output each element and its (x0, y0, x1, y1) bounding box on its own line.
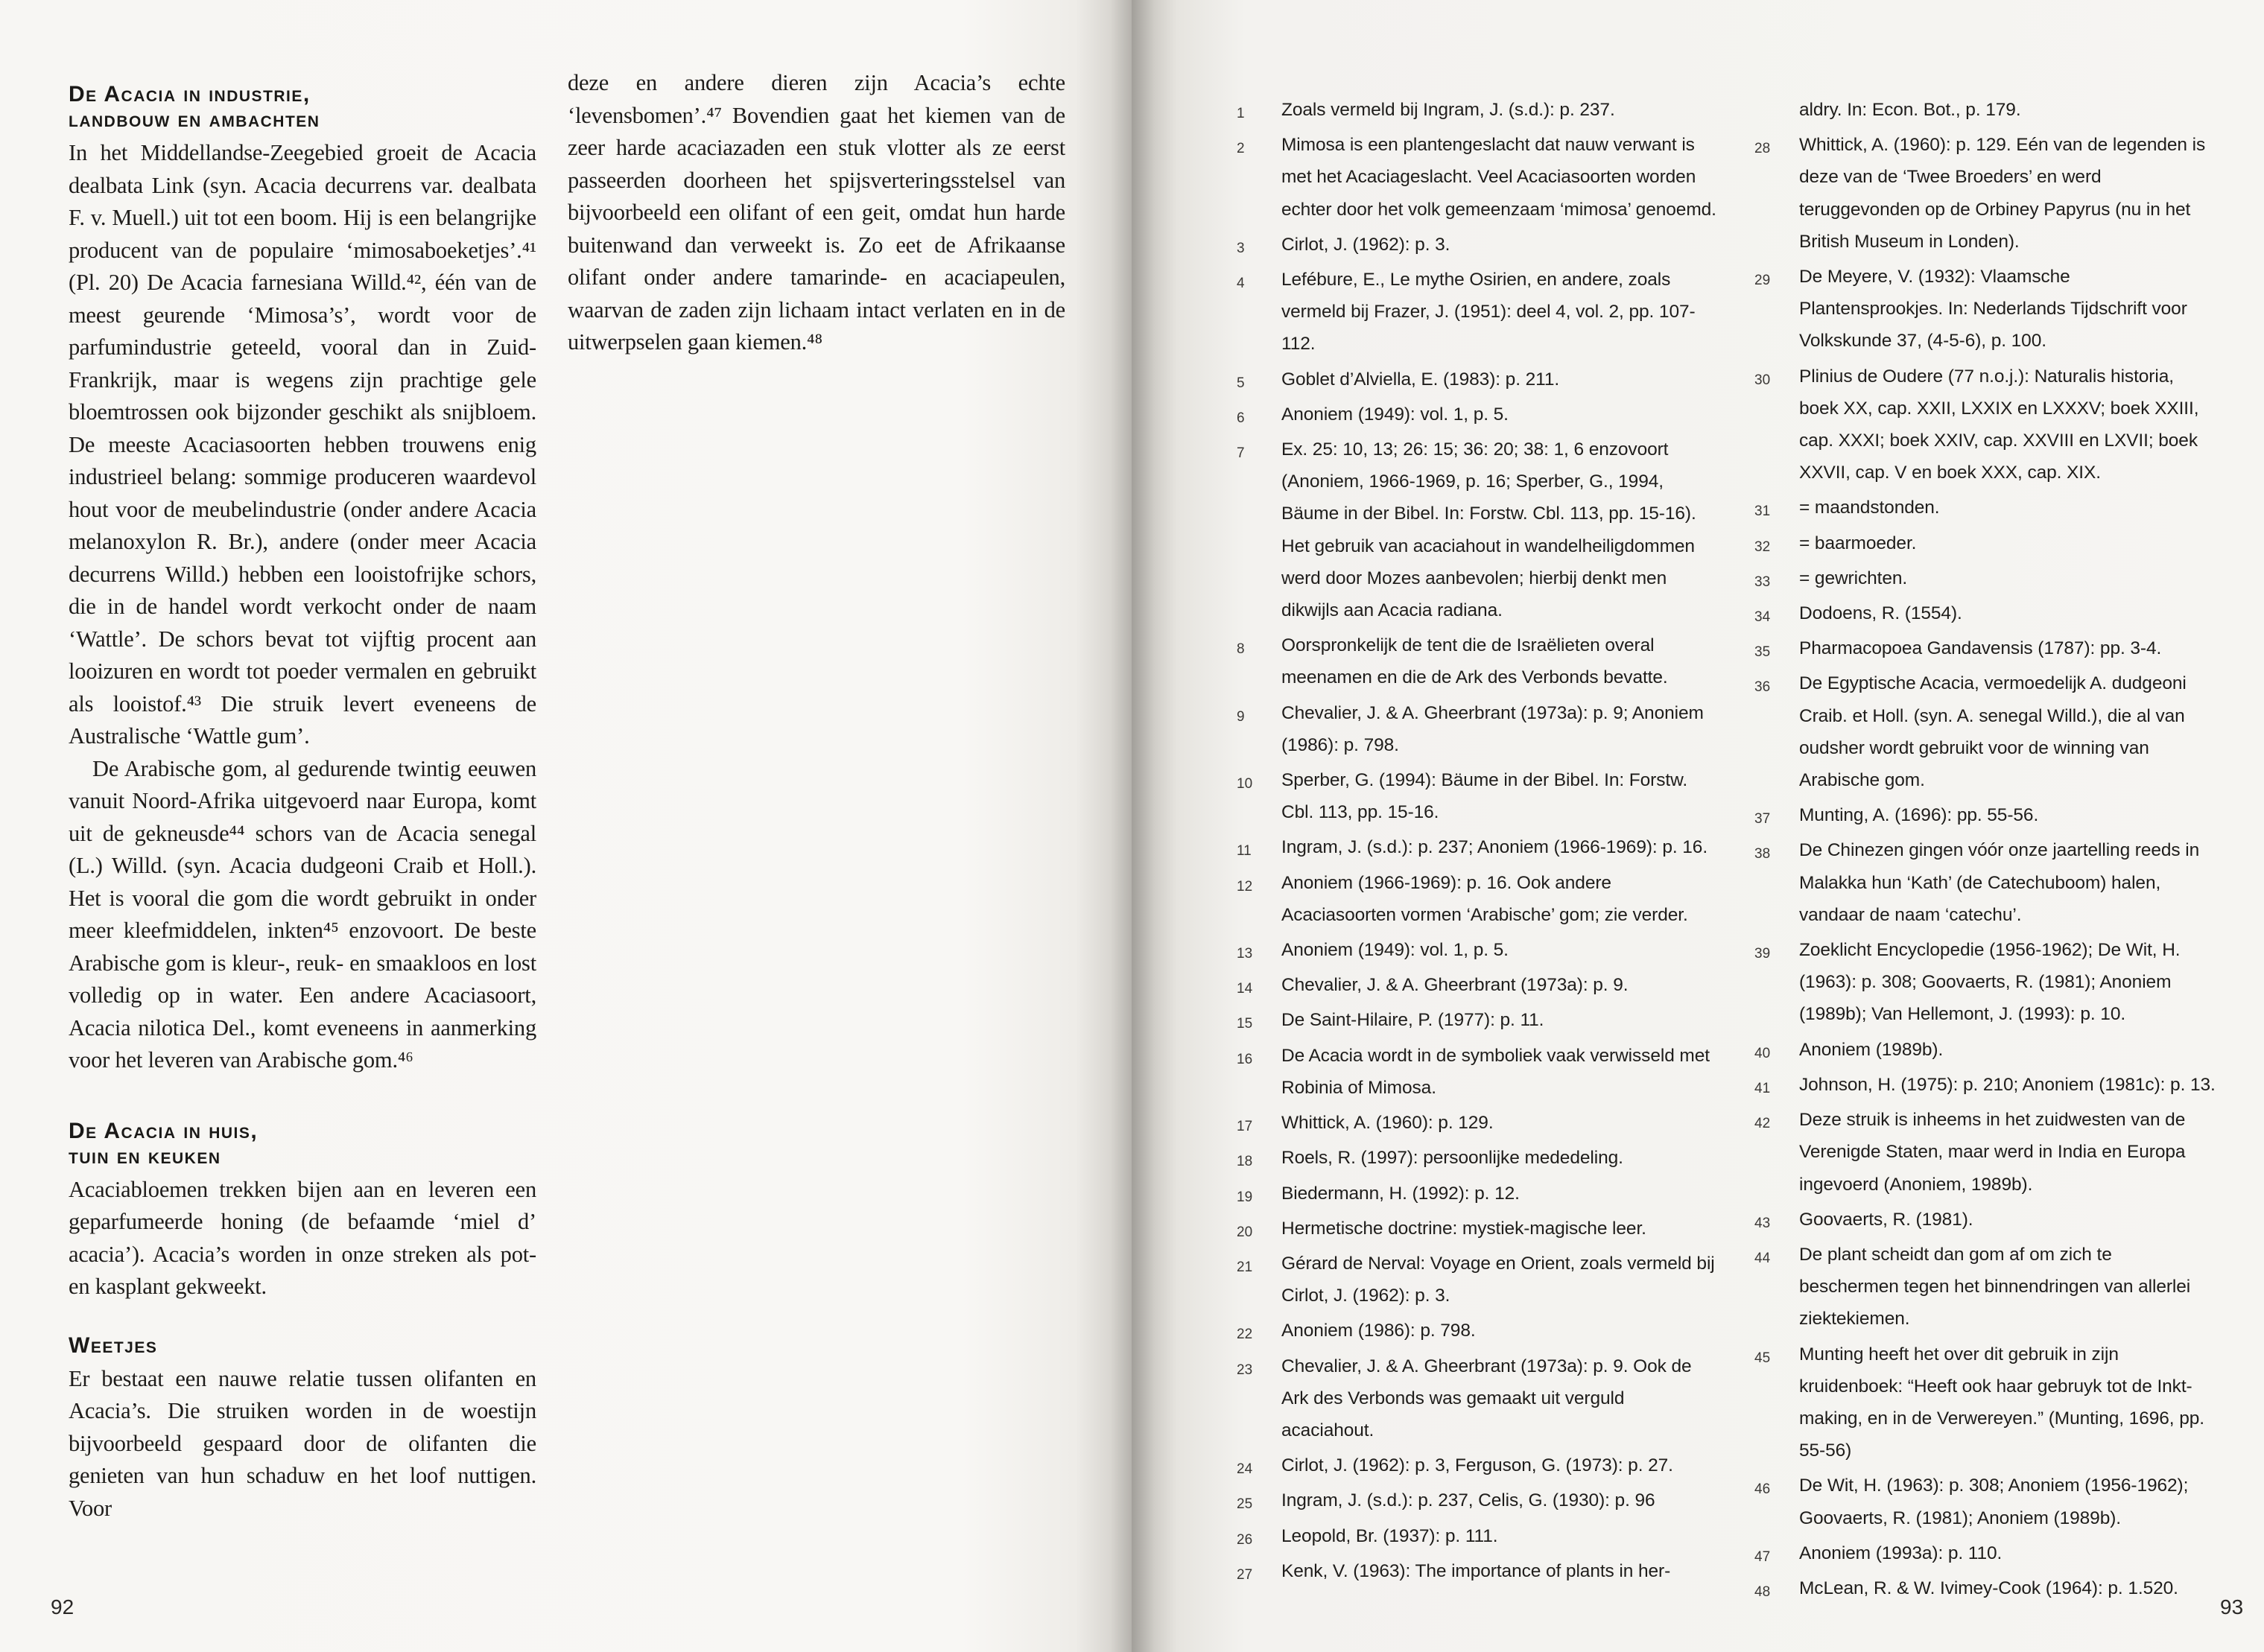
endnote-number: 20 (1237, 1224, 1253, 1240)
endnote-text: aldry. In: Econ. Bot., p. 179. (1799, 100, 2021, 120)
endnote-text: Chevalier, J. & A. Gheerbrant (1973a): p. 9. (1281, 975, 1629, 996)
endnote-number: 3 (1237, 240, 1245, 256)
endnote-text: Anoniem (1989b). (1799, 1039, 1944, 1060)
endnote (1754, 261, 2216, 358)
endnote-number: 13 (1237, 946, 1253, 962)
endnote (1754, 834, 2216, 931)
endnote-text: Ex. 25: 10, 13; 26: 15; 36: 20; 38: 1, 6 enzovoort (Anoniem, 1966-1969, p. 16; Sperber, G., 1994, Bäume in der Bibel. In: Forstw. Cbl. 113, pp. 15-16). Het gebruik van acaciahout in wandelheiligdommen werd door Mozes aanbevolen; hierbij denkt men dikwijls aan Acacia radiana. (1281, 439, 1696, 621)
endnote-number: 16 (1237, 1051, 1253, 1067)
paragraph: In het Middellandse-Zeegebied groeit de Acacia dealbata Link (syn. Acacia decurrens var. dealbata F. v. Muell.) uit tot een boom. Hij is een belangrijke producent van de populaire ‘mimosaboeketjes’.⁴¹ (Pl. 20) De Acacia farnesiana Willd.⁴², één van de meest geurende ‘Mimosa’s’, wordt voor de parfumindustrie geteeld, vooral dan in Zuid-Frankrijk, maar is wegens zijn prachtige gele bloemtrossen ook bijzonder geschikt als snijbloem. De meeste Acaciasoorten hebben trouwens enig industrieel belang: sommige produceren waardevol hout voor de meubelindustrie (onder andere Acacia melanoxylon R. Br.), andere (onder meer Acacia decurrens Willd.) hebben een looistofrijke schors, die in de handel wordt verkocht onder de naam ‘Wattle’. De schors bevat tot vijftig procent aan looizuren en wordt tot poeder vermalen en gebruikt als looistof.⁴³ Die struik levert eveneens de Australische ‘Wattle gum’. (69, 140, 536, 749)
endnote-number: 9 (1237, 708, 1245, 725)
endnote-number: 46 (1754, 1481, 1771, 1498)
endnote (1237, 433, 1721, 626)
endnote-text: Leopold, Br. (1937): p. 111. (1281, 1525, 1498, 1546)
endnote-number: 19 (1237, 1189, 1253, 1205)
endnote-text: De plant scheidt dan gom af om zich te beschermen tegen het binnendringen van allerlei ziektekiemen. (1799, 1244, 2191, 1329)
endnote-text: Whittick, A. (1960): p. 129. (1281, 1113, 1494, 1134)
endnote-text: Sperber, G. (1994): Bäume in der Bibel. In: Forstw. Cbl. 113, pp. 15-16. (1281, 770, 1688, 823)
endnote (1237, 1213, 1721, 1245)
endnote-number: 32 (1754, 539, 1771, 555)
paragraph: deze en andere dieren zijn Acacia’s echte ‘levensbomen’.⁴⁷ Bovendien gaat het kiemen van de zeer harde acaciazaden een stuk vlotter als ze eerst passeerden doorheen het spijsverteringsstelsel van bijvoorbeeld een olifant of een geit, omdat hun harde buitenwand dan verweekt is. Zo eet de Afrikaanse olifant onder andere tamarinde- en acaciapeulen, waarvan de zaden zijn lichaam intact verlaten en in de uitwerpselen gaan kiemen.⁴⁸ (568, 70, 1065, 355)
endnote-number: 47 (1754, 1548, 1771, 1565)
endnote-text: Zoeklicht Encyclopedie (1956-1962); De Wit, H. (1963): p. 308; Goovaerts, R. (1981); Anoniem (1989b); Van Hellemont, J. (1993): p. 10. (1799, 940, 2181, 1025)
endnote-number: 36 (1754, 679, 1771, 696)
endnote (1754, 1338, 2216, 1467)
endnote (1754, 492, 2216, 524)
page-number: 92 (51, 1595, 74, 1618)
endnote (1237, 1040, 1721, 1104)
endnote-number: 33 (1754, 574, 1771, 590)
endnote-text: Cirlot, J. (1962): p. 3. (1281, 234, 1450, 255)
endnote-number: 48 (1754, 1583, 1771, 1600)
endnote (1237, 629, 1721, 693)
endnote-number: 24 (1237, 1461, 1253, 1478)
endnote (1754, 667, 2216, 796)
endnote-number: 22 (1237, 1327, 1253, 1343)
endnote-number: 4 (1237, 276, 1245, 292)
endnote (1754, 562, 2216, 594)
endnote-number: 27 (1237, 1566, 1253, 1583)
endnote-text: Anoniem (1966-1969): p. 16. Ook andere Acaciasoorten vormen ‘Arabische’ gom; zie verder. (1281, 872, 1688, 925)
endnote-number: 34 (1754, 609, 1771, 626)
endnote-number: 8 (1237, 641, 1245, 658)
endnote (1754, 527, 2216, 559)
endnote-text: = gewrichten. (1799, 568, 1908, 588)
endnote-number: 5 (1237, 375, 1245, 391)
endnote-number: 40 (1754, 1045, 1771, 1061)
endnote-number: 37 (1754, 811, 1771, 827)
endnote (1754, 1034, 2216, 1066)
heading-line-1: De Acacia in industrie, (69, 82, 311, 107)
endnote-number: 29 (1754, 273, 1771, 289)
endnote (1237, 398, 1721, 431)
endnote-text: Anoniem (1949): vol. 1, p. 5. (1281, 940, 1509, 961)
endnote-number: 42 (1754, 1116, 1771, 1132)
endnote-text: Deze struik is inheems in het zuidwesten van de Verenigde Staten, maar werd in India en Europa ingevoerd (Anoniem, 1989b). (1799, 1110, 2186, 1195)
paragraph: Er bestaat een nauwe relatie tussen olifanten en Acacia’s. Die struiken worden in de woestijn bijvoorbeeld gespaard door de olifanten die genieten van hun schaduw en het loof nuttigen. Voor (69, 1365, 536, 1521)
endnote (1754, 1069, 2216, 1101)
endnotes-column-2 (1754, 94, 2216, 1607)
endnote-number (1754, 94, 1799, 126)
endnote (1237, 1555, 1721, 1587)
endnote (1237, 697, 1721, 761)
endnote (1754, 1204, 2216, 1236)
endnote (1754, 1572, 2216, 1604)
endnote-text: Oorspronkelijk de tent die de Israëlieten overal meenamen en die de Ark des Verbonds bevatte. (1281, 635, 1668, 688)
endnote-number: 23 (1237, 1362, 1253, 1378)
endnote (1754, 934, 2216, 1031)
endnote-number: 25 (1237, 1496, 1253, 1513)
paragraph: De Arabische gom, al gedurende twintig eeuwen vanuit Noord-Afrika uitgevoerd naar Europa, komt uit de gekneusde⁴⁴ schors van de Acacia senegal (L.) Willd. (syn. Acacia dudgeoni Craib et Holl.). Het is vooral die gom die wordt gebruikt in onder meer kleefmiddelen, inkten⁴⁵ enzovoort. De beste Arabische gom is kleur-, reuk- en smaakloos en lost volledig op in water. Een andere Acaciasoort, Acacia nilotica Del., komt eveneens in aanmerking voor het leveren van Arabische gom.⁴⁶ (69, 755, 536, 1073)
endnote-number: 1 (1237, 106, 1245, 121)
endnote-number: 38 (1754, 846, 1771, 862)
endnote-text: Mimosa is een plantengeslacht dat nauw verwant is met het Acaciageslacht. Veel Acaciasoorten worden echter door het volk gemeenzaam ‘mimosa’ genoemd. (1281, 135, 1716, 220)
endnote-text: Dodoens, R. (1554). (1799, 603, 1962, 624)
endnote-text: Pharmacopoea Gandavensis (1787): pp. 3-4. (1799, 638, 2162, 659)
endnote (1237, 1248, 1721, 1312)
endnote-text: De Acacia wordt in de symboliek vaak verwisseld met Robinia of Mimosa. (1281, 1045, 1710, 1098)
endnote (1237, 1315, 1721, 1347)
endnote-text: Kenk, V. (1963): The importance of plants in her- (1281, 1560, 1671, 1581)
endnote-text: De Egyptische Acacia, vermoedelijk A. dudgeoni Craib. et Holl. (syn. A. senegal Willd.), die al van oudsher wordt gebruikt voor de winning van Arabische gom. (1799, 673, 2187, 791)
endnote-text: De Chinezen gingen vóór onze jaartelling reeds in Malakka hun ‘Kath’ (de Catechuboom) halen, vandaar de naam ‘catechu’. (1799, 840, 2200, 925)
endnote-number: 30 (1754, 372, 1771, 388)
endnote (1754, 799, 2216, 831)
endnote-number: 43 (1754, 1215, 1771, 1231)
endnote-text: Zoals vermeld bij Ingram, J. (s.d.): p. 237. (1281, 100, 1615, 120)
endnote-number: 12 (1237, 878, 1253, 895)
endnote (1237, 229, 1721, 261)
heading-line-1: De Acacia in huis, (69, 1118, 259, 1143)
endnote-number: 31 (1754, 503, 1771, 520)
endnote-text: Whittick, A. (1960): p. 129. Eén van de legenden is deze van de ‘Twee Broeders’ en werd teruggevonden op de Orbiney Papyrus (nu in het British Museum in Londen). (1799, 135, 2206, 252)
endnote-text: Munting heeft het over dit gebruik in zijn kruidenboek: “Heeft ook haar gebruyk tot de Inkt-making, en in de Verwereyen.” (Munting, 1696, pp. 55-56) (1799, 1344, 2204, 1461)
paragraph: Acaciabloemen trekken bijen aan en leveren een geparfumeerde honing (de befaamde ‘miel d’ acacia’). Acacia’s worden in onze streken als pot- en kasplant gekweekt. (69, 1176, 536, 1299)
section-heading-huis (69, 1119, 536, 1169)
endnote (1754, 597, 2216, 629)
endnote-text: = baarmoeder. (1799, 533, 1917, 553)
endnote (1237, 764, 1721, 828)
endnote (1754, 1537, 2216, 1569)
endnote-number: 39 (1754, 946, 1771, 962)
endnote-text: Goblet d’Alviella, E. (1983): p. 211. (1281, 369, 1560, 390)
endnote (1237, 129, 1721, 226)
endnote (1754, 632, 2216, 664)
endnote (1237, 264, 1721, 360)
heading-line-2: tuin en keuken (69, 1143, 221, 1169)
endnote-text: Goovaerts, R. (1981). (1799, 1209, 1973, 1230)
endnote-text: Lefébure, E., Le mythe Osirien, en andere, zoals vermeld bij Frazer, J. (1951): deel 4, vol. 2, pp. 107-112. (1281, 270, 1696, 355)
endnote-number: 45 (1754, 1350, 1771, 1366)
endnote-number: 41 (1754, 1080, 1771, 1096)
endnote (1237, 1350, 1721, 1447)
right-column (568, 67, 1065, 359)
endnote (1237, 831, 1721, 863)
endnote (1237, 94, 1721, 126)
endnote-number: 15 (1237, 1016, 1253, 1032)
page-number: 93 (2220, 1595, 2244, 1618)
endnote-text: Biedermann, H. (1992): p. 12. (1281, 1183, 1520, 1204)
endnote-number: 17 (1237, 1119, 1253, 1135)
endnotes-column-1 (1237, 94, 1721, 1590)
endnote-text: Gérard de Nerval: Voyage en Orient, zoals vermeld bij Cirlot, J. (1962): p. 3. (1281, 1253, 1715, 1306)
endnote-number: 28 (1754, 141, 1771, 157)
endnote (1754, 129, 2216, 258)
endnote (1237, 1520, 1721, 1552)
left-column (69, 82, 536, 1525)
endnote-number: 11 (1237, 843, 1252, 860)
endnote-number: 2 (1237, 141, 1245, 157)
book-gutter (1110, 0, 1155, 1652)
endnote (1754, 1470, 2216, 1534)
endnote-text: Chevalier, J. & A. Gheerbrant (1973a): p. 9. Ook de Ark des Verbonds was gemaakt uit verguld acaciahout. (1281, 1356, 1692, 1440)
endnote (1754, 360, 2216, 489)
endnote-text: Cirlot, J. (1962): p. 3, Ferguson, G. (1973): p. 27. (1281, 1455, 1673, 1476)
endnote (1754, 1104, 2216, 1201)
endnote-text: Ingram, J. (s.d.): p. 237, Celis, G. (1930): p. 96 (1281, 1490, 1655, 1511)
endnote-text: McLean, R. & W. Ivimey-Cook (1964): p. 1.520. (1799, 1578, 2178, 1598)
endnote-text: Anoniem (1986): p. 798. (1281, 1321, 1476, 1341)
endnote (1237, 1484, 1721, 1516)
section-heading-industrie (69, 82, 536, 133)
endnote (1237, 1004, 1721, 1036)
endnote (1754, 1239, 2216, 1335)
endnote-text: Johnson, H. (1975): p. 210; Anoniem (1981c): p. 13. (1799, 1074, 2216, 1095)
endnote-text: Ingram, J. (s.d.): p. 237; Anoniem (1966-1969): p. 16. (1281, 837, 1708, 858)
endnote-number: 35 (1754, 644, 1771, 661)
section-heading-weetjes: Weetjes (69, 1332, 158, 1358)
endnote-text: Anoniem (1993a): p. 110. (1799, 1543, 2003, 1563)
endnote (1754, 94, 2216, 126)
endnote-text: De Saint-Hilaire, P. (1977): p. 11. (1281, 1010, 1544, 1031)
endnote-text: = maandstonden. (1799, 498, 1940, 518)
endnote-text: Hermetische doctrine: mystiek-magische leer. (1281, 1218, 1646, 1239)
endnote-number: 6 (1237, 410, 1245, 426)
endnote-text: De Wit, H. (1963): p. 308; Anoniem (1956-1962); Goovaerts, R. (1981); Anoniem (1989b). (1799, 1475, 2189, 1528)
endnote (1237, 934, 1721, 966)
endnote (1237, 969, 1721, 1001)
heading-line-2: landbouw en ambachten (69, 107, 320, 132)
endnote-text: De Meyere, V. (1932): Vlaamsche Plantensprookjes. In: Nederlands Tijdschrift voor Volkskunde 37, (4-5-6), p. 100. (1799, 267, 2187, 352)
endnote (1237, 1449, 1721, 1481)
endnote (1237, 1178, 1721, 1210)
endnote-text: Roels, R. (1997): persoonlijke mededeling. (1281, 1148, 1623, 1169)
endnote-text: Anoniem (1949): vol. 1, p. 5. (1281, 404, 1509, 425)
endnote-number: 10 (1237, 776, 1253, 792)
endnote (1237, 1142, 1721, 1174)
endnote (1237, 867, 1721, 931)
endnote-text: Plinius de Oudere (77 n.o.j.): Naturalis historia, boek XX, cap. XXII, LXXIX en LXXXV; boek XXIII, cap. XXXI; boek XXIV, cap. XXVIII en LXVII; boek XXVII, cap. V en boek XXX, cap. XIX. (1799, 366, 2199, 483)
endnote-number: 44 (1754, 1250, 1771, 1266)
endnote-number: 7 (1237, 445, 1245, 462)
endnote-number: 14 (1237, 981, 1253, 997)
endnote-number: 26 (1237, 1531, 1253, 1548)
endnote (1237, 1107, 1721, 1139)
endnote-number: 18 (1237, 1154, 1253, 1170)
endnote-number: 21 (1237, 1259, 1253, 1275)
endnote-text: Munting, A. (1696): pp. 55-56. (1799, 805, 2039, 826)
endnote-text: Chevalier, J. & A. Gheerbrant (1973a): p. 9; Anoniem (1986): p. 798. (1281, 702, 1704, 755)
endnote (1237, 363, 1721, 395)
